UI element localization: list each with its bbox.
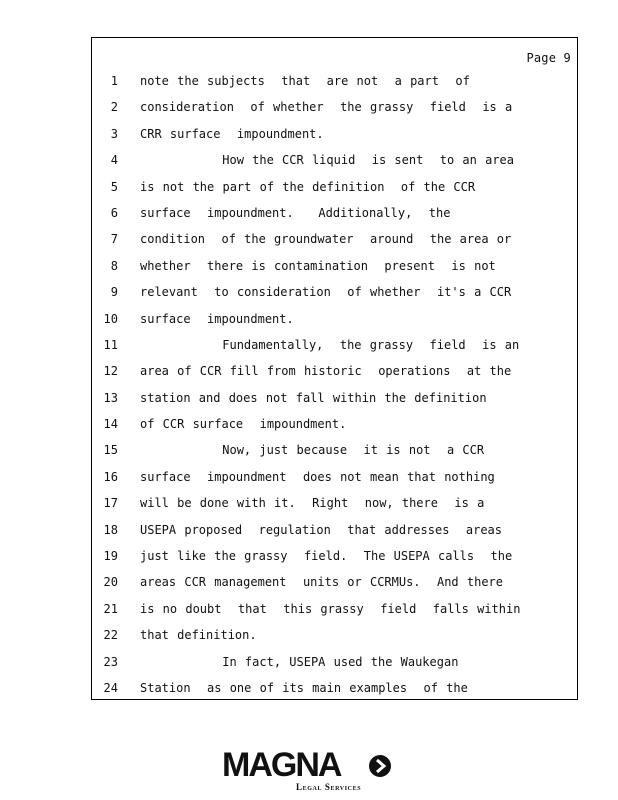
transcript-line [92,72,577,98]
line-number: 21 [103,601,118,616]
line-number: 17 [103,496,118,511]
line-number: 23 [103,654,118,669]
line-number: 19 [103,549,118,564]
line-text: of CCR surface impoundment. [140,417,347,432]
logo-wordmark: MAGNA [222,746,341,784]
transcript-line [92,125,577,151]
transcript-line [92,336,577,362]
line-text: station and does not fall within the definition [140,390,487,405]
transcript-line [92,310,577,336]
line-number: 13 [103,390,118,405]
chevron-right-circle-icon [368,754,392,778]
line-text: area of CCR fill from historic operations at the [140,364,512,379]
line-text: Now, just because it is not a CCR [140,443,485,458]
transcript-line [92,679,577,705]
transcript-line [92,415,577,441]
transcript-line [92,230,577,256]
line-text: How the CCR liquid is sent to an area [140,153,515,168]
line-number: 24 [103,680,118,695]
line-text: areas CCR management units or CCRMUs. And there [140,575,504,590]
line-number: 18 [103,522,118,537]
line-text: surface impoundment does not mean that nothing [140,469,495,484]
line-text: relevant to consideration of whether it's a CCR [140,285,512,300]
line-number: 5 [110,179,118,194]
line-number: 22 [103,628,118,643]
transcript-line [92,494,577,520]
line-text: surface impoundment. [140,311,294,326]
line-number: 20 [103,575,118,590]
line-number: 14 [103,417,118,432]
magna-logo [222,745,402,795]
line-number: 16 [103,469,118,484]
line-number: 15 [103,443,118,458]
transcript-line [92,573,577,599]
line-text: is no doubt that this grassy field falls within [140,601,521,616]
transcript-line [92,257,577,283]
line-text: Fundamentally, the grassy field is an [140,337,520,352]
line-text: In fact, USEPA used the Waukegan [140,654,459,669]
line-number: 6 [110,205,118,220]
transcript-line [92,204,577,230]
line-number: 10 [103,311,118,326]
line-text: CRR surface impoundment. [140,126,324,141]
line-number: 12 [103,364,118,379]
transcript-line [92,151,577,177]
line-text: is not the part of the definition of the CCR [140,179,476,194]
transcript-line [92,600,577,626]
transcript-line [92,626,577,652]
page-number: Page 9 [526,51,571,65]
line-text: Station as one of its main examples of the [140,680,468,695]
line-text: just like the grassy field. The USEPA calls the [140,549,513,564]
transcript-page [91,37,578,700]
transcript-line [92,389,577,415]
line-text: will be done with it. Right now, there is a [140,496,485,511]
transcript-line [92,521,577,547]
line-text: that definition. [140,628,257,643]
transcript-line [92,98,577,124]
line-number: 4 [110,153,118,168]
line-text: consideration of whether the grassy field is a [140,100,513,115]
logo-subtitle: Legal Services [296,782,362,792]
line-text: surface impoundment. Additionally, the [140,205,451,220]
line-number: 1 [110,74,118,88]
line-number: 7 [110,232,118,247]
line-number: 11 [103,337,118,352]
transcript-line [92,468,577,494]
line-text: whether there is contamination present is not [140,258,496,273]
transcript-line [92,441,577,467]
line-text: condition of the groundwater around the area or [140,232,512,247]
line-number: 9 [110,285,118,300]
transcript-line [92,178,577,204]
transcript-line [92,653,577,679]
line-text: note the subjects that are not a part of [140,74,470,88]
line-number: 3 [110,126,118,141]
line-number: 8 [110,258,118,273]
transcript-lines [92,72,577,705]
line-text: USEPA proposed regulation that addresses areas [140,522,503,537]
transcript-line [92,283,577,309]
line-number: 2 [110,100,118,115]
transcript-line [92,362,577,388]
transcript-line [92,547,577,573]
